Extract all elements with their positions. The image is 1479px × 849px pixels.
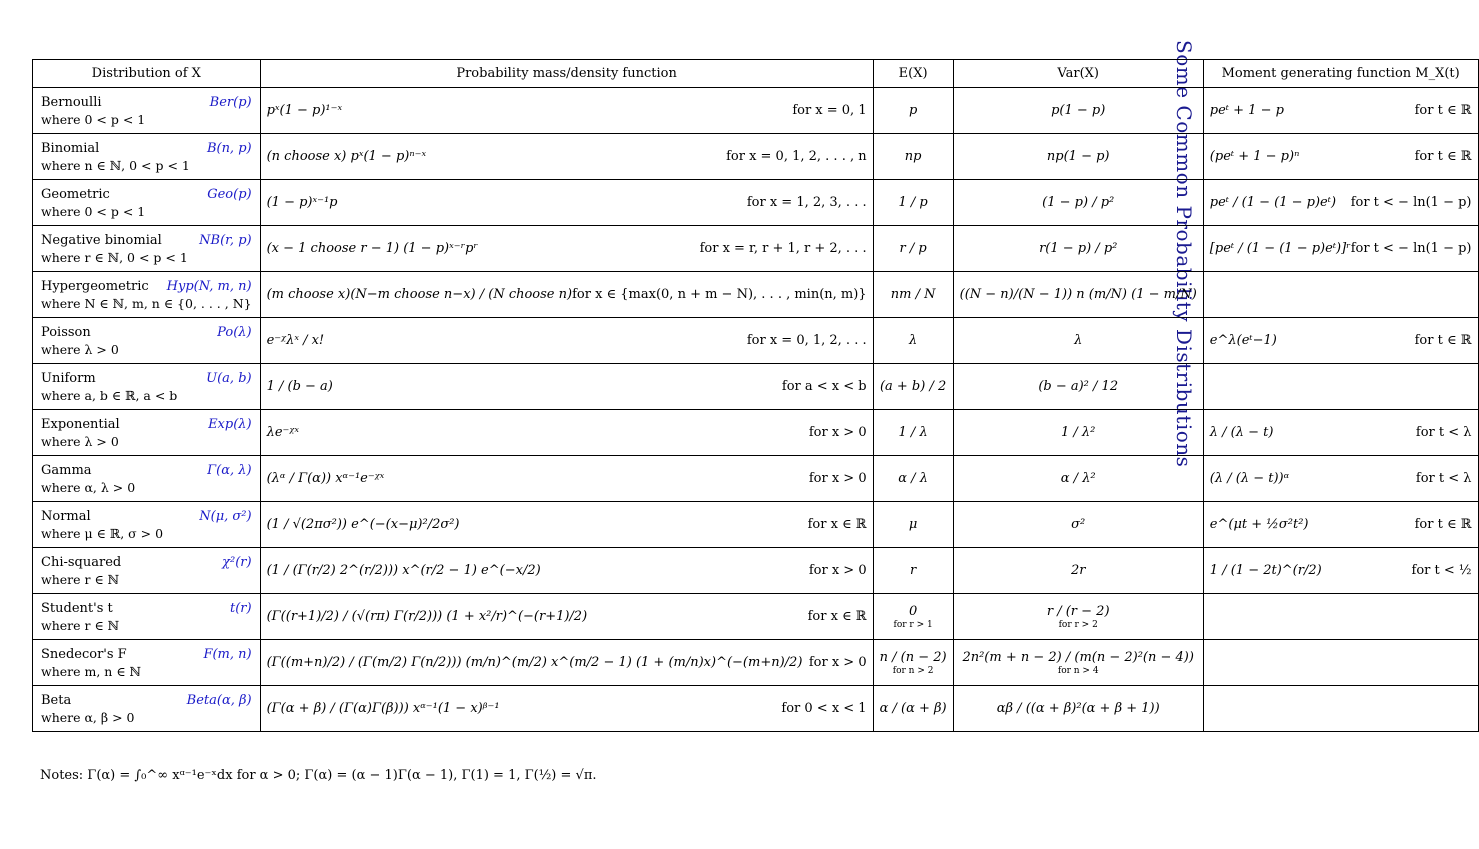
mgf-cell — [1203, 502, 1478, 548]
pmf-cell — [260, 180, 873, 226]
table-row — [33, 686, 1479, 732]
table-row — [33, 272, 1479, 318]
mean-value: α / (α + β) — [879, 701, 947, 716]
distribution-name: Student's t — [41, 600, 113, 616]
distribution-parameters: where μ ∈ ℝ, σ > 0 — [41, 525, 164, 541]
distribution-cell — [33, 686, 261, 732]
table-row — [33, 640, 1479, 686]
distribution-symbol: Γ(α, λ) — [207, 462, 252, 478]
pmf-cell — [260, 134, 873, 180]
table-body — [33, 88, 1479, 732]
mgf-condition: for t < − ln(1 − p) — [1350, 241, 1472, 256]
pmf-support: for x > 0 — [808, 655, 867, 670]
distribution-parameters: where N ∈ ℕ, m, n ∈ {0, . . . , N} — [41, 295, 252, 311]
distribution-symbol: t(r) — [230, 600, 252, 616]
mgf-condition: for t < λ — [1415, 425, 1472, 440]
pmf-cell — [260, 548, 873, 594]
pmf-formula: (Γ((r+1)/2) / (√(rπ) Γ(r/2))) (1 + x²/r)^(−(r+1)/2) — [266, 609, 588, 624]
pmf-support: for x ∈ ℝ — [807, 517, 867, 532]
distribution-symbol: Beta(α, β) — [186, 692, 252, 708]
variance-value: αβ / ((α + β)²(α + β + 1)) — [996, 701, 1160, 716]
mean-value: np — [904, 149, 922, 164]
mean-value: (a + b) / 2 — [879, 379, 947, 394]
variance-cell — [953, 272, 1203, 318]
variance-value: ((N − n)/(N − 1)) n (m/N) (1 − m/N) — [959, 287, 1197, 302]
distribution-parameters: where r ∈ ℕ — [41, 571, 120, 587]
pmf-formula: (Γ(α + β) / (Γ(α)Γ(β))) xᵅ⁻¹(1 − x)ᵝ⁻¹ — [266, 701, 500, 716]
pmf-support: for x ∈ ℝ — [807, 609, 867, 624]
distribution-symbol: Ber(p) — [209, 94, 252, 110]
variance-value: σ² — [1071, 517, 1086, 532]
variance-cell — [953, 180, 1203, 226]
mean-condition: for r > 1 — [893, 619, 933, 630]
pmf-cell — [260, 456, 873, 502]
distribution-cell — [33, 226, 261, 272]
mean-cell — [873, 686, 953, 732]
pmf-cell — [260, 88, 873, 134]
distribution-name: Geometric — [41, 186, 110, 202]
distribution-name: Gamma — [41, 462, 92, 478]
pmf-cell — [260, 594, 873, 640]
header-mgf: Moment generating function M_X(t) — [1203, 60, 1478, 88]
distribution-name: Normal — [41, 508, 91, 524]
mean-value: nm / N — [890, 287, 936, 302]
variance-value: p(1 − p) — [1051, 103, 1106, 118]
mgf-cell — [1203, 318, 1478, 364]
mgf-formula: λ / (λ − t) — [1209, 425, 1274, 440]
distribution-cell — [33, 318, 261, 364]
pmf-formula: λe⁻ᵡˣ — [266, 425, 299, 440]
mgf-formula: (peᵗ + 1 − p)ⁿ — [1209, 149, 1300, 164]
variance-value: (1 − p) / p² — [1042, 195, 1115, 210]
mgf-formula: peᵗ / (1 − (1 − p)eᵗ) — [1209, 195, 1337, 210]
table-row — [33, 134, 1479, 180]
variance-value: α / λ² — [1060, 471, 1096, 486]
distribution-symbol: F(m, n) — [203, 646, 252, 662]
pmf-cell — [260, 226, 873, 272]
variance-cell — [953, 410, 1203, 456]
pmf-cell — [260, 318, 873, 364]
mean-cell — [873, 594, 953, 640]
mgf-cell — [1203, 226, 1478, 272]
variance-cell — [953, 364, 1203, 410]
pmf-support: for x = 1, 2, 3, . . . — [746, 195, 867, 210]
distribution-parameters: where n ∈ ℕ, 0 < p < 1 — [41, 157, 190, 173]
mean-cell — [873, 272, 953, 318]
pmf-support: for x = r, r + 1, r + 2, . . . — [699, 241, 867, 256]
variance-cell — [953, 640, 1203, 686]
mgf-condition: for t ∈ ℝ — [1414, 333, 1472, 348]
pmf-formula: (n choose x) pˣ(1 − p)ⁿ⁻ˣ — [266, 149, 427, 164]
distribution-parameters: where λ > 0 — [41, 433, 119, 449]
variance-value: λ — [1074, 333, 1083, 348]
distribution-parameters: where r ∈ ℕ, 0 < p < 1 — [41, 249, 188, 265]
pmf-support: for x = 0, 1, 2, . . . — [746, 333, 867, 348]
distribution-cell — [33, 364, 261, 410]
distribution-name: Chi-squared — [41, 554, 122, 570]
distribution-parameters: where α, β > 0 — [41, 709, 135, 725]
table-row — [33, 548, 1479, 594]
distribution-name: Exponential — [41, 416, 120, 432]
header-pmf: Probability mass/density function — [260, 60, 873, 88]
mgf-condition: for t ∈ ℝ — [1414, 103, 1472, 118]
mean-cell — [873, 640, 953, 686]
variance-cell — [953, 318, 1203, 364]
variance-value: r(1 − p) / p² — [1039, 241, 1118, 256]
pmf-formula: (λᵅ / Γ(α)) xᵅ⁻¹e⁻ᵡˣ — [266, 471, 385, 486]
pmf-support: for a < x < b — [781, 379, 867, 394]
mgf-formula: 1 / (1 − 2t)^(r/2) — [1209, 563, 1322, 578]
mean-value: 0 — [908, 603, 918, 619]
pmf-support: for x > 0 — [808, 471, 867, 486]
mean-value: μ — [908, 517, 918, 532]
mgf-cell — [1203, 686, 1478, 732]
pmf-formula: (x − 1 choose r − 1) (1 − p)ˣ⁻ʳpʳ — [266, 241, 478, 256]
distribution-cell — [33, 180, 261, 226]
variance-value: (b − a)² / 12 — [1038, 379, 1119, 394]
variance-condition: for r > 2 — [1058, 619, 1098, 630]
mean-value: 1 / p — [898, 195, 928, 210]
mean-cell — [873, 134, 953, 180]
distribution-parameters: where α, λ > 0 — [41, 479, 136, 495]
mean-cell — [873, 456, 953, 502]
mgf-cell — [1203, 548, 1478, 594]
mgf-formula: (λ / (λ − t))ᵅ — [1209, 471, 1290, 486]
distribution-name: Beta — [41, 692, 72, 708]
distribution-parameters: where 0 < p < 1 — [41, 111, 146, 127]
variance-cell — [953, 686, 1203, 732]
distribution-cell — [33, 548, 261, 594]
distribution-parameters: where 0 < p < 1 — [41, 203, 146, 219]
pmf-support: for x = 0, 1 — [792, 103, 867, 118]
variance-value: 2n²(m + n − 2) / (m(n − 2)²(n − 4)) — [962, 649, 1194, 665]
distribution-parameters: where a, b ∈ ℝ, a < b — [41, 387, 178, 403]
distribution-name: Hypergeometric — [41, 278, 149, 294]
distribution-name: Negative binomial — [41, 232, 162, 248]
variance-value: 2r — [1070, 563, 1086, 578]
mean-cell — [873, 318, 953, 364]
header-distribution: Distribution of X — [33, 60, 261, 88]
pmf-cell — [260, 640, 873, 686]
variance-cell — [953, 456, 1203, 502]
distributions-table — [32, 59, 1479, 732]
distribution-name: Uniform — [41, 370, 96, 386]
pmf-formula: (m choose x)(N−m choose n−x) / (N choose n) — [266, 287, 573, 302]
distribution-name: Bernoulli — [41, 94, 102, 110]
mgf-formula: [peᵗ / (1 − (1 − p)eᵗ)]ʳ — [1209, 241, 1351, 256]
pmf-formula: pˣ(1 − p)¹⁻ˣ — [266, 103, 343, 118]
mgf-cell — [1203, 364, 1478, 410]
table-row — [33, 410, 1479, 456]
mean-value: p — [908, 103, 918, 118]
mean-value: λ — [908, 333, 918, 348]
mean-cell — [873, 410, 953, 456]
variance-cell — [953, 134, 1203, 180]
table-row — [33, 502, 1479, 548]
mgf-cell — [1203, 410, 1478, 456]
mgf-condition: for t ∈ ℝ — [1414, 517, 1472, 532]
pmf-support: for 0 < x < 1 — [781, 701, 867, 716]
pmf-support: for x = 0, 1, 2, . . . , n — [726, 149, 867, 164]
mean-cell — [873, 364, 953, 410]
table-row — [33, 88, 1479, 134]
pmf-formula: (1 / (Γ(r/2) 2^(r/2))) x^(r/2 − 1) e^(−x/2) — [266, 563, 541, 578]
distribution-parameters: where r ∈ ℕ — [41, 617, 120, 633]
distribution-symbol: Geo(p) — [207, 186, 252, 202]
pmf-cell — [260, 686, 873, 732]
variance-value: np(1 − p) — [1046, 149, 1110, 164]
variance-cell — [953, 88, 1203, 134]
table-row — [33, 180, 1479, 226]
pmf-cell — [260, 272, 873, 318]
pmf-support: for x > 0 — [808, 563, 867, 578]
distribution-cell — [33, 640, 261, 686]
distribution-cell — [33, 502, 261, 548]
distribution-parameters: where m, n ∈ ℕ — [41, 663, 141, 679]
distribution-name: Binomial — [41, 140, 100, 156]
pmf-formula: (1 / √(2πσ²)) e^(−(x−μ)²/2σ²) — [266, 517, 460, 532]
distribution-symbol: B(n, p) — [206, 140, 252, 156]
distribution-symbol: χ²(r) — [222, 554, 252, 570]
pmf-formula: 1 / (b − a) — [266, 379, 333, 394]
mean-cell — [873, 502, 953, 548]
distribution-symbol: NB(r, p) — [199, 232, 252, 248]
distribution-cell — [33, 88, 261, 134]
pmf-formula: (Γ((m+n)/2) / (Γ(m/2) Γ(n/2))) (m/n)^(m/2) x^(m/2 − 1) (1 + (m/n)x)^(−(m+n)/2) — [266, 655, 803, 670]
table-row — [33, 594, 1479, 640]
mean-condition: for n > 2 — [892, 665, 934, 676]
distribution-cell — [33, 410, 261, 456]
distribution-parameters: where λ > 0 — [41, 341, 119, 357]
page-title: Some Common Probability Distributions — [1172, 40, 1196, 468]
mgf-formula: e^λ(eᵗ−1) — [1209, 333, 1277, 348]
mean-value: α / λ — [898, 471, 928, 486]
mgf-cell — [1203, 594, 1478, 640]
distributions-table-container — [32, 59, 1479, 732]
distribution-symbol: N(μ, σ²) — [199, 508, 252, 524]
table-row — [33, 456, 1479, 502]
table-row — [33, 364, 1479, 410]
mean-cell — [873, 180, 953, 226]
distribution-symbol: Po(λ) — [217, 324, 252, 340]
distribution-cell — [33, 456, 261, 502]
distribution-name: Snedecor's F — [41, 646, 127, 662]
pmf-support: for x ∈ {max(0, n + m − N), . . . , min(n, m)} — [572, 287, 867, 302]
distribution-cell — [33, 594, 261, 640]
mgf-cell — [1203, 180, 1478, 226]
mgf-cell — [1203, 272, 1478, 318]
mgf-formula: peᵗ + 1 − p — [1209, 103, 1284, 118]
mgf-condition: for t < − ln(1 − p) — [1350, 195, 1472, 210]
variance-cell — [953, 594, 1203, 640]
pmf-cell — [260, 502, 873, 548]
header-variance: Var(X) — [953, 60, 1203, 88]
mean-value: 1 / λ — [898, 425, 928, 440]
variance-condition: for n > 4 — [1057, 665, 1099, 676]
mean-cell — [873, 88, 953, 134]
distribution-cell — [33, 134, 261, 180]
mean-cell — [873, 548, 953, 594]
table-header-row — [33, 60, 1479, 88]
mgf-cell — [1203, 134, 1478, 180]
pmf-formula: (1 − p)ˣ⁻¹p — [266, 195, 338, 210]
mgf-cell — [1203, 88, 1478, 134]
mean-value: r — [910, 563, 917, 578]
header-mean: E(X) — [873, 60, 953, 88]
distribution-symbol: Exp(λ) — [208, 416, 252, 432]
mgf-condition: for t ∈ ℝ — [1414, 149, 1472, 164]
mgf-cell — [1203, 640, 1478, 686]
pmf-formula: e⁻ᵡλˣ / x! — [266, 333, 325, 348]
distribution-symbol: Hyp(N, m, n) — [166, 278, 252, 294]
mean-value: r / p — [899, 241, 927, 256]
variance-cell — [953, 226, 1203, 272]
table-row — [33, 318, 1479, 364]
table-row — [33, 226, 1479, 272]
mean-cell — [873, 226, 953, 272]
variance-value: r / (r − 2) — [1046, 603, 1110, 619]
distribution-cell — [33, 272, 261, 318]
variance-cell — [953, 548, 1203, 594]
distribution-symbol: U(a, b) — [206, 370, 252, 386]
mgf-condition: for t < λ — [1415, 471, 1472, 486]
variance-value: 1 / λ² — [1061, 425, 1096, 440]
pmf-cell — [260, 410, 873, 456]
mgf-condition: for t < ½ — [1411, 563, 1472, 578]
pmf-cell — [260, 364, 873, 410]
notes: Notes: Γ(α) = ∫₀^∞ xᵅ⁻¹e⁻ˣdx for α > 0; Γ(α) = (α − 1)Γ(α − 1), Γ(1) = 1, Γ(½) = √π. — [40, 768, 597, 783]
distribution-name: Poisson — [41, 324, 91, 340]
mgf-cell — [1203, 456, 1478, 502]
mgf-formula: e^(μt + ½σ²t²) — [1209, 517, 1309, 532]
pmf-support: for x > 0 — [808, 425, 867, 440]
variance-cell — [953, 502, 1203, 548]
mean-value: n / (n − 2) — [879, 649, 947, 665]
